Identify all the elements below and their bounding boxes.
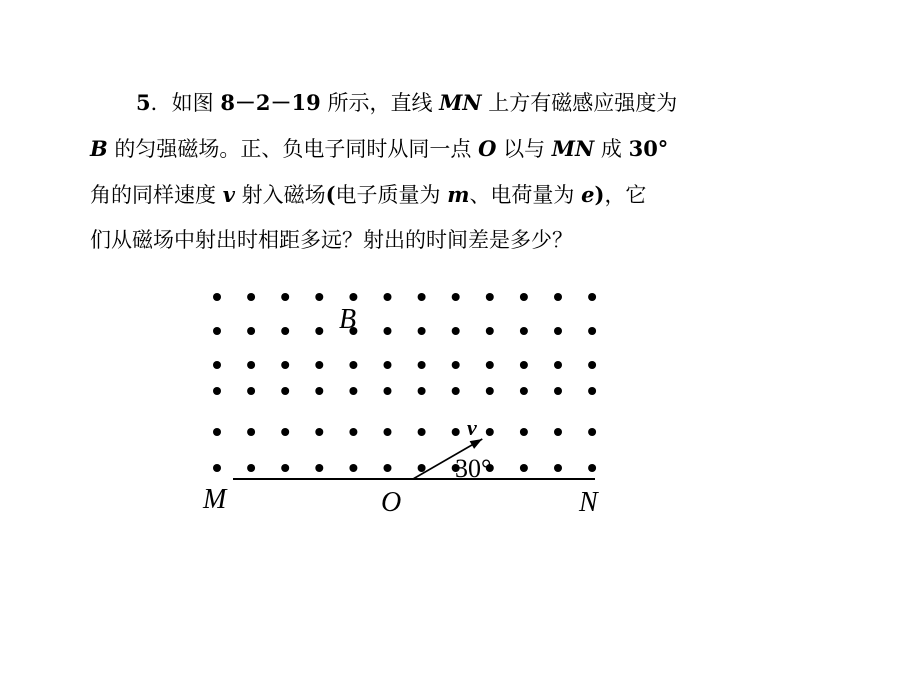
field-dot bbox=[349, 361, 357, 369]
field-dot bbox=[315, 361, 323, 369]
field-dot bbox=[349, 464, 357, 472]
magnetic-field-figure bbox=[195, 275, 625, 525]
field-dot bbox=[588, 428, 596, 436]
field-dot bbox=[418, 428, 426, 436]
field-dot bbox=[452, 327, 460, 335]
problem-line-3: 角的同样速度 v 射入磁场(电子质量为 m、电荷量为 e)，它 bbox=[90, 182, 647, 207]
field-dot bbox=[213, 361, 221, 369]
field-dot bbox=[349, 428, 357, 436]
point-label-O: O bbox=[381, 487, 402, 518]
field-dot bbox=[486, 293, 494, 301]
field-dot bbox=[452, 428, 460, 436]
field-dot bbox=[486, 361, 494, 369]
field-dot bbox=[349, 387, 357, 395]
field-dot bbox=[554, 387, 562, 395]
field-dot bbox=[281, 293, 289, 301]
field-dot bbox=[418, 387, 426, 395]
field-label-B: B bbox=[339, 304, 357, 335]
field-dot bbox=[213, 327, 221, 335]
field-dot bbox=[588, 293, 596, 301]
field-dot bbox=[213, 293, 221, 301]
field-dot bbox=[247, 428, 255, 436]
field-dot bbox=[588, 387, 596, 395]
field-dot bbox=[554, 327, 562, 335]
field-dot bbox=[213, 464, 221, 472]
field-dot bbox=[554, 293, 562, 301]
field-dot bbox=[452, 293, 460, 301]
field-dot bbox=[281, 464, 289, 472]
field-dot bbox=[588, 464, 596, 472]
field-dot bbox=[247, 387, 255, 395]
field-dot bbox=[520, 327, 528, 335]
field-dot bbox=[554, 428, 562, 436]
angle-label: 30° bbox=[455, 454, 492, 483]
field-dot bbox=[486, 428, 494, 436]
field-dot bbox=[281, 327, 289, 335]
field-dot bbox=[588, 327, 596, 335]
point-label-M: M bbox=[203, 484, 227, 515]
field-dot bbox=[349, 293, 357, 301]
field-dot bbox=[452, 387, 460, 395]
problem-number: 5 bbox=[136, 90, 151, 115]
field-dot bbox=[452, 361, 460, 369]
field-dot bbox=[418, 327, 426, 335]
field-dot bbox=[520, 387, 528, 395]
field-dot bbox=[384, 428, 392, 436]
field-dot bbox=[384, 464, 392, 472]
field-dot bbox=[315, 327, 323, 335]
field-dot bbox=[213, 428, 221, 436]
field-dot bbox=[520, 361, 528, 369]
field-dot bbox=[554, 464, 562, 472]
field-dot bbox=[418, 361, 426, 369]
problem-line-1: 5．如图 8－2－19 所示，直线 MN 上方有磁感应强度为 bbox=[136, 90, 678, 115]
field-dot bbox=[213, 387, 221, 395]
velocity-arrowhead bbox=[470, 439, 483, 449]
field-dot bbox=[520, 464, 528, 472]
field-dot bbox=[315, 387, 323, 395]
problem-line-2: B 的匀强磁场。正、负电子同时从同一点 O 以与 MN 成 30° bbox=[90, 136, 669, 161]
field-dot bbox=[418, 293, 426, 301]
field-dot bbox=[520, 428, 528, 436]
field-dot bbox=[384, 361, 392, 369]
field-dot bbox=[315, 293, 323, 301]
problem-text bbox=[90, 80, 730, 263]
field-dot bbox=[384, 387, 392, 395]
field-dot bbox=[588, 361, 596, 369]
field-dot bbox=[281, 361, 289, 369]
field-dot bbox=[384, 293, 392, 301]
field-dot bbox=[315, 464, 323, 472]
point-label-N: N bbox=[579, 487, 598, 518]
field-dot bbox=[486, 327, 494, 335]
field-dot bbox=[315, 428, 323, 436]
field-dot bbox=[486, 387, 494, 395]
field-dot bbox=[247, 464, 255, 472]
field-dots bbox=[213, 293, 596, 472]
field-dot bbox=[554, 361, 562, 369]
field-dot bbox=[418, 464, 426, 472]
problem-line-4: 们从磁场中射出时相距多远？射出的时间差是多少？ bbox=[90, 228, 573, 252]
field-dot bbox=[281, 387, 289, 395]
field-dot bbox=[247, 327, 255, 335]
field-dot bbox=[520, 293, 528, 301]
velocity-label-v: v bbox=[467, 415, 477, 440]
field-dot bbox=[247, 361, 255, 369]
field-dot bbox=[281, 428, 289, 436]
field-dot bbox=[384, 327, 392, 335]
field-dot bbox=[247, 293, 255, 301]
